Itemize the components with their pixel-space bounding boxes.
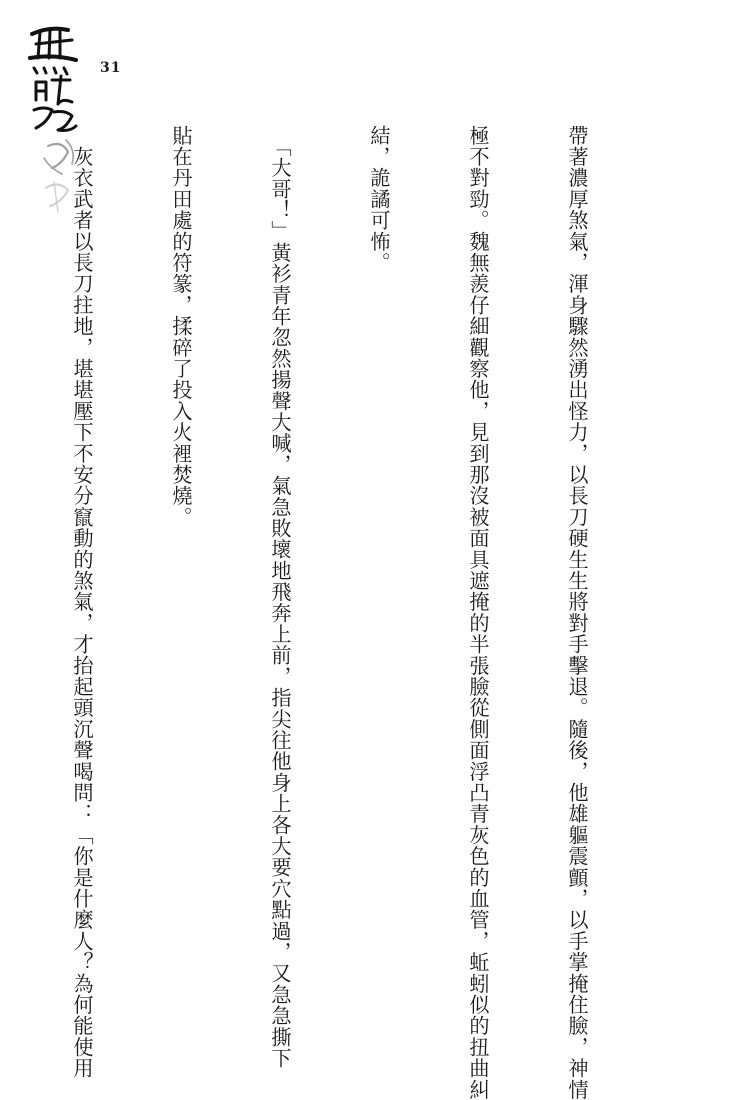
text-line: 結，詭譎可怖。 xyxy=(367,125,391,274)
text-line: 「大哥！」黃衫青年忽然揚聲大喊，氣急敗壞地飛奔上前，指尖往他身上各大要穴點過，又急急撕下 xyxy=(268,125,292,1069)
body-text xyxy=(0,125,659,1100)
text-line: 貼在丹田處的符篆，揉碎了投入火裡焚燒。 xyxy=(169,125,193,528)
text-line: 極不對勁。魏無羨仔細觀察他，見到那沒被面具遮掩的半張臉從側面浮凸青灰色的血管，蚯蚓似的扭曲糾 xyxy=(466,125,490,1100)
text-line: 帶著濃厚煞氣，渾身驟然湧出怪力，以長刀硬生生將對手擊退。隨後，他雄軀震顫，以手掌掩住臉，神情 xyxy=(565,125,589,1100)
page-number: 31 xyxy=(100,60,122,76)
text-line: 灰衣武者以長刀拄地，堪堪壓下不安分竄動的煞氣，才抬起頭沉聲喝問：「你是什麼人？為何能使用 xyxy=(70,125,94,1079)
